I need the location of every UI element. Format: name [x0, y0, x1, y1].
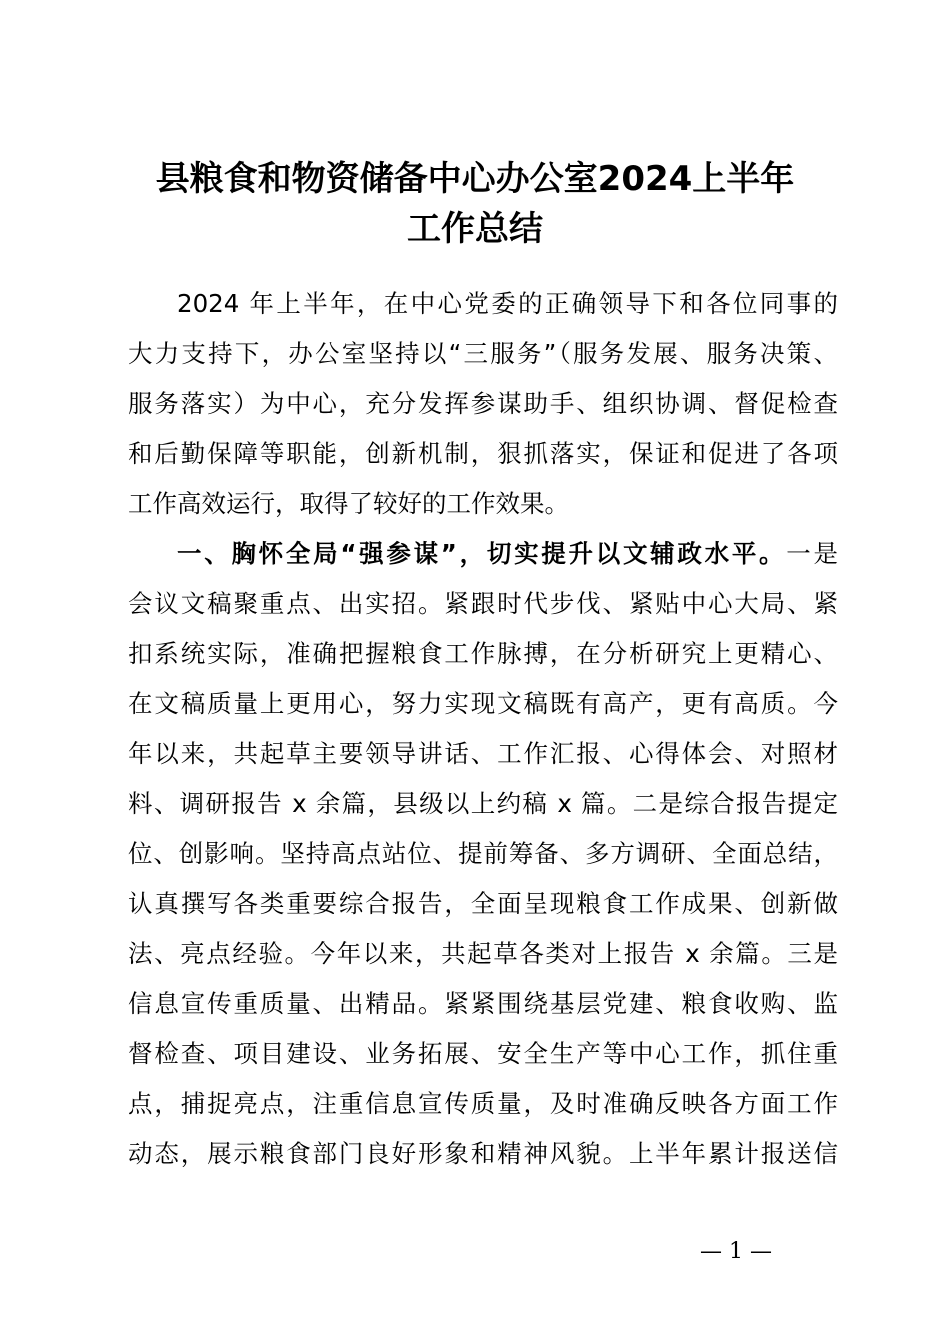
paragraph-line: 在文稿质量上更用心，努力实现文稿既有高产，更有高质。今 — [128, 689, 838, 718]
paragraph-line — [128, 529, 838, 579]
section-heading-rest: 一是 — [786, 539, 839, 568]
paragraph-line: 认真撰写各类重要综合报告，全面呈现粮食工作成果、创新做 — [128, 889, 838, 918]
paragraph-line: 信息宣传重质量、出精品。紧紧围绕基层党建、粮食收购、监 — [128, 989, 838, 1018]
paragraph-line: 扣系统实际，准确把握粮食工作脉搏，在分析研究上更精心、 — [128, 639, 838, 668]
paragraph-line: 点，捕捉亮点，注重信息宣传质量，及时准确反映各方面工作 — [128, 1089, 838, 1118]
section-heading: 一、胸怀全局“强参谋”，切实提升以文辅政水平。 — [177, 539, 787, 568]
paragraph-line: 大力支持下，办公室坚持以“三服务”（服务发展、服务决策、 — [128, 339, 838, 368]
paragraph-line: 服务落实）为中心，充分发挥参谋助手、组织协调、督促检查 — [128, 389, 838, 418]
paragraph-line: 位、创影响。坚持高点站位、提前筹备、多方调研、全面总结， — [128, 839, 838, 868]
paragraph-line: 督检查、项目建设、业务拓展、安全生产等中心工作，抓住重 — [128, 1039, 838, 1068]
document-title-line-1: 县粮食和物资储备中心办公室2024上半年 — [155, 159, 795, 199]
paragraph-line: 料、调研报告 x 余篇，县级以上约稿 x 篇。二是综合报告提定 — [128, 789, 838, 818]
page-number: — 1 — — [700, 1239, 772, 1264]
paragraph-line: 工作高效运行，取得了较好的工作效果。 — [128, 489, 569, 518]
paragraph-line: 和后勤保障等职能，创新机制，狠抓落实，保证和促进了各项 — [128, 439, 838, 468]
paragraph-section-1 — [128, 529, 838, 1179]
document-title-line-2: 工作总结 — [407, 209, 543, 249]
paragraph-line: 会议文稿聚重点、出实招。紧跟时代步伐、紧贴中心大局、紧 — [128, 589, 838, 618]
paragraph-line: 2024 年上半年，在中心党委的正确领导下和各位同事的 — [177, 289, 838, 318]
paragraph-line: 法、亮点经验。今年以来，共起草各类对上报告 x 余篇。三是 — [128, 939, 838, 968]
paragraph-line: 动态，展示粮食部门良好形象和精神风貌。上半年累计报送信 — [128, 1139, 838, 1168]
paragraph-intro — [128, 279, 838, 529]
paragraph-line: 年以来，共起草主要领导讲话、工作汇报、心得体会、对照材 — [128, 739, 838, 768]
